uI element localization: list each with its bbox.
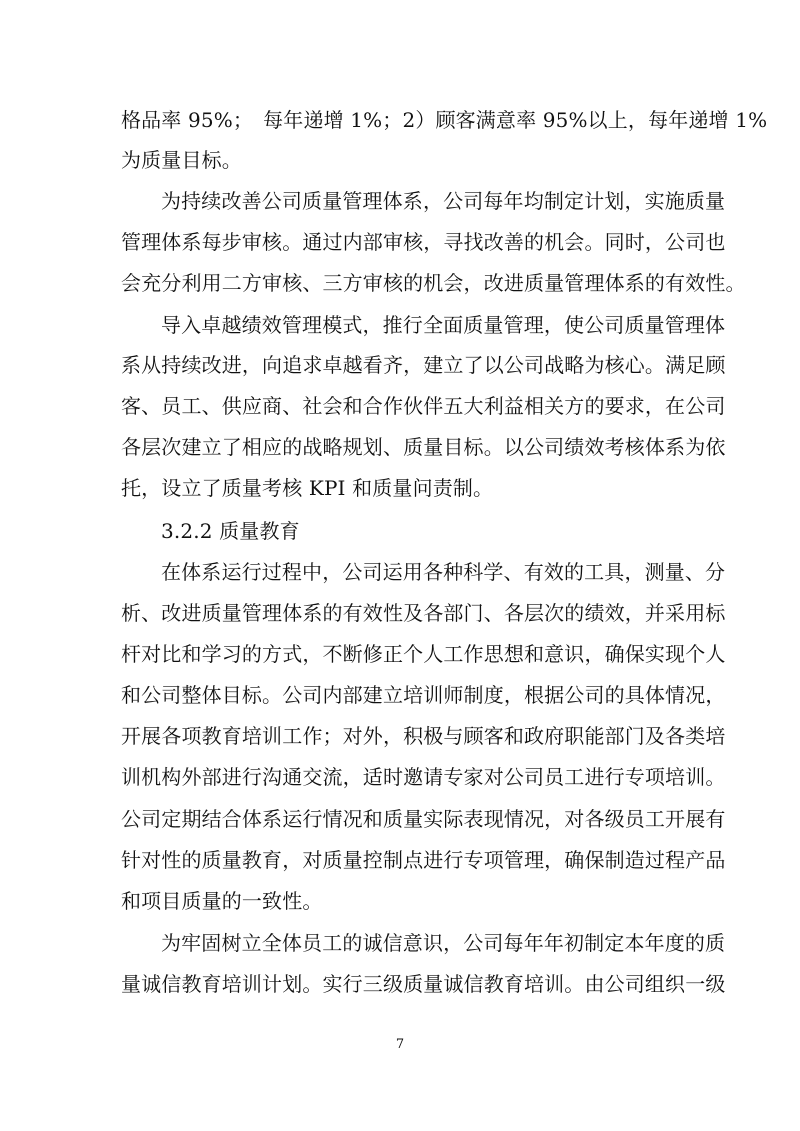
text-line: 客、员工、供应商、社会和合作伙伴五大利益相关方的要求，在公司 — [121, 394, 726, 418]
text-line: 量诚信教育培训计划。实行三级质量诚信教育培训。由公司组织一级 — [121, 972, 726, 996]
text-line: 针对性的质量教育，对质量控制点进行专项管理，确保制造过程产品 — [121, 848, 726, 872]
text-line: 管理体系每步审核。通过内部审核，寻找改善的机会。同时，公司也 — [121, 230, 726, 254]
text-line: 训机构外部进行沟通交流，适时邀请专家对公司员工进行专项培训。 — [121, 765, 726, 789]
text-line: 托，设立了质量考核 KPI 和质量问责制。 — [121, 476, 494, 500]
text-line: 各层次建立了相应的战略规划、质量目标。以公司绩效考核体系为依 — [121, 435, 726, 459]
text-line: 为质量目标。 — [121, 148, 242, 172]
text-line: 杆对比和学习的方式，不断修正个人工作思想和意识，确保实现个人 — [121, 642, 726, 666]
text-line: 开展各项教育培训工作；对外，积极与顾客和政府职能部门及各类培 — [121, 724, 726, 748]
text-line: 格品率 95%； 每年递增 1%；2）顾客满意率 95%以上，每年递增 1% — [121, 108, 768, 132]
paragraph-first-line: 在体系运行过程中，公司运用各种科学、有效的工具，测量、分 — [161, 560, 726, 584]
text-line: 和项目质量的一致性。 — [121, 889, 323, 913]
text-line: 和公司整体目标。公司内部建立培训师制度，根据公司的具体情况， — [121, 683, 726, 707]
text-line: 析、改进质量管理体系的有效性及各部门、各层次的绩效，并采用标 — [121, 601, 726, 625]
page-number: 7 — [395, 1037, 405, 1052]
paragraph-first-line: 为牢固树立全体员工的诚信意识，公司每年年初制定本年度的质 — [161, 931, 726, 955]
section-heading: 3.2.2 质量教育 — [161, 519, 300, 543]
paragraph-first-line: 导入卓越绩效管理模式，推行全面质量管理，使公司质量管理体 — [161, 313, 726, 337]
text-line: 公司定期结合体系运行情况和质量实际表现情况，对各级员工开展有 — [121, 807, 726, 831]
text-line: 会充分利用二方审核、三方审核的机会，改进质量管理体系的有效性。 — [121, 271, 746, 295]
text-line: 系从持续改进，向追求卓越看齐，建立了以公司战略为核心。满足顾 — [121, 353, 726, 377]
paragraph-first-line: 为持续改善公司质量管理体系，公司每年均制定计划，实施质量 — [161, 189, 726, 213]
